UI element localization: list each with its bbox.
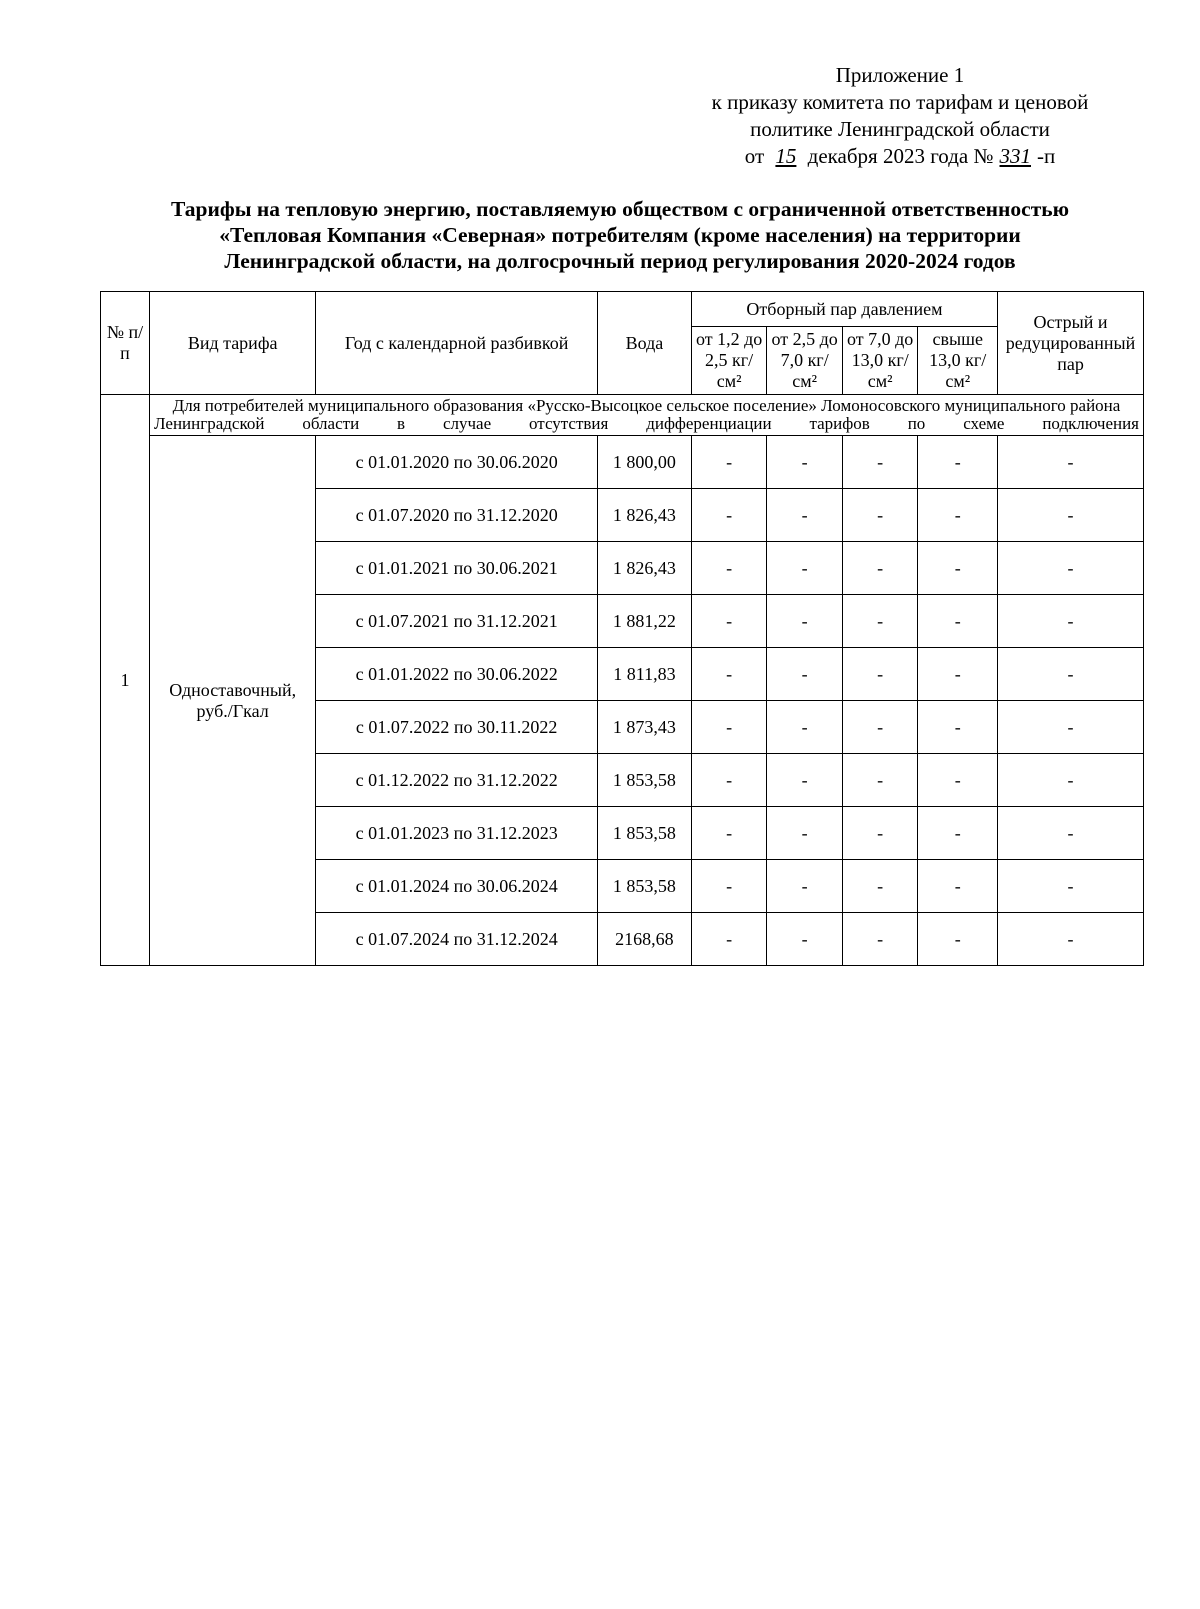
pressure-2-cell: - xyxy=(767,542,843,595)
pressure-1-cell: - xyxy=(691,436,767,489)
pressure-2-cell: - xyxy=(767,754,843,807)
water-tariff-cell: 1 811,83 xyxy=(597,648,691,701)
title-line2: «Тепловая Компания «Северная» потребителям (кроме населения) на территории xyxy=(219,223,1021,247)
period-cell: с 01.01.2022 по 30.06.2022 xyxy=(316,648,598,701)
pressure-4-cell: - xyxy=(918,807,998,860)
sharp-steam-cell: - xyxy=(998,860,1144,913)
sharp-steam-cell: - xyxy=(998,436,1144,489)
header-steam-group: Отборный пар давлением xyxy=(691,292,997,327)
water-tariff-cell: 1 873,43 xyxy=(597,701,691,754)
pressure-2-cell: - xyxy=(767,648,843,701)
sharp-steam-cell: - xyxy=(998,754,1144,807)
pressure-3-cell: - xyxy=(842,436,918,489)
period-cell: с 01.12.2022 по 31.12.2022 xyxy=(316,754,598,807)
sharp-steam-cell: - xyxy=(998,807,1144,860)
pressure-3-cell: - xyxy=(842,754,918,807)
date-mid: декабря 2023 года № xyxy=(807,144,994,168)
section-number: 1 xyxy=(101,395,150,966)
header-sharp-steam: Острый и редуцированный пар xyxy=(998,292,1144,395)
pressure-1-cell: - xyxy=(691,489,767,542)
pressure-4-cell: - xyxy=(918,754,998,807)
pressure-3-cell: - xyxy=(842,913,918,966)
water-tariff-cell: 1 853,58 xyxy=(597,754,691,807)
tariff-kind: Одноставочный, руб./Гкал xyxy=(149,436,315,966)
pressure-2-cell: - xyxy=(767,913,843,966)
pressure-2-cell: - xyxy=(767,595,843,648)
pressure-3-cell: - xyxy=(842,542,918,595)
pressure-2-cell: - xyxy=(767,436,843,489)
sharp-steam-cell: - xyxy=(998,701,1144,754)
pressure-4-cell: - xyxy=(918,913,998,966)
pressure-1-cell: - xyxy=(691,807,767,860)
header-pressure-3: от 7,0 до 13,0 кг/см² xyxy=(842,327,918,395)
pressure-3-cell: - xyxy=(842,860,918,913)
order-number: 331 xyxy=(999,144,1031,168)
order-day: 15 xyxy=(775,144,797,168)
pressure-2-cell: - xyxy=(767,860,843,913)
date-prefix: от xyxy=(744,144,765,168)
pressure-3-cell: - xyxy=(842,701,918,754)
header-pressure-2: от 2,5 до 7,0 кг/см² xyxy=(767,327,843,395)
header-water: Вода xyxy=(597,292,691,395)
appendix-line3: политике Ленинградской области xyxy=(750,117,1050,141)
appendix-header xyxy=(660,62,1140,170)
section-description: Для потребителей муниципального образования «Русско-Высоцкое сельское поселение» Ломоносовского муниципального района Ленинградской области в случае отсутствия дифференциации тарифов по схеме подключения xyxy=(149,395,1143,436)
pressure-2-cell: - xyxy=(767,701,843,754)
period-cell: с 01.07.2020 по 31.12.2020 xyxy=(316,489,598,542)
sharp-steam-cell: - xyxy=(998,542,1144,595)
period-cell: с 01.01.2020 по 30.06.2020 xyxy=(316,436,598,489)
header-pressure-1: от 1,2 до 2,5 кг/см² xyxy=(691,327,767,395)
pressure-3-cell: - xyxy=(842,489,918,542)
document-title xyxy=(100,196,1140,274)
water-tariff-cell: 1 800,00 xyxy=(597,436,691,489)
header-kind: Вид тарифа xyxy=(149,292,315,395)
header-pressure-4: свыше 13,0 кг/см² xyxy=(918,327,998,395)
pressure-1-cell: - xyxy=(691,701,767,754)
sharp-steam-cell: - xyxy=(998,595,1144,648)
pressure-1-cell: - xyxy=(691,754,767,807)
tariff-table-body xyxy=(101,395,1144,966)
pressure-4-cell: - xyxy=(918,648,998,701)
pressure-4-cell: - xyxy=(918,542,998,595)
water-tariff-cell: 1 853,58 xyxy=(597,807,691,860)
water-tariff-cell: 1 881,22 xyxy=(597,595,691,648)
pressure-3-cell: - xyxy=(842,648,918,701)
period-cell: с 01.01.2023 по 31.12.2023 xyxy=(316,807,598,860)
pressure-1-cell: - xyxy=(691,860,767,913)
header-num: № п/п xyxy=(101,292,150,395)
table-row xyxy=(101,436,1144,489)
title-line1: Тарифы на тепловую энергию, поставляемую обществом с ограниченной ответственностью xyxy=(170,197,1070,221)
pressure-4-cell: - xyxy=(918,595,998,648)
appendix-line2: к приказу комитета по тарифам и ценовой xyxy=(711,90,1089,114)
sharp-steam-cell: - xyxy=(998,489,1144,542)
tariff-table xyxy=(100,291,1144,966)
pressure-2-cell: - xyxy=(767,807,843,860)
pressure-1-cell: - xyxy=(691,913,767,966)
pressure-3-cell: - xyxy=(842,595,918,648)
header-period: Год с календарной разбивкой xyxy=(316,292,598,395)
period-cell: с 01.07.2022 по 30.11.2022 xyxy=(316,701,598,754)
title-line3: Ленинградской области, на долгосрочный период регулирования 2020-2024 годов xyxy=(224,249,1016,273)
pressure-4-cell: - xyxy=(918,701,998,754)
sharp-steam-cell: - xyxy=(998,913,1144,966)
order-suffix: -п xyxy=(1037,144,1056,168)
pressure-4-cell: - xyxy=(918,860,998,913)
period-cell: с 01.01.2024 по 30.06.2024 xyxy=(316,860,598,913)
period-cell: с 01.07.2024 по 31.12.2024 xyxy=(316,913,598,966)
appendix-line1: Приложение 1 xyxy=(835,63,965,87)
section-row xyxy=(101,395,1144,436)
pressure-1-cell: - xyxy=(691,595,767,648)
pressure-1-cell: - xyxy=(691,648,767,701)
pressure-2-cell: - xyxy=(767,489,843,542)
pressure-1-cell: - xyxy=(691,542,767,595)
period-cell: с 01.01.2021 по 30.06.2021 xyxy=(316,542,598,595)
water-tariff-cell: 1 826,43 xyxy=(597,489,691,542)
pressure-4-cell: - xyxy=(918,489,998,542)
sharp-steam-cell: - xyxy=(998,648,1144,701)
water-tariff-cell: 2168,68 xyxy=(597,913,691,966)
pressure-4-cell: - xyxy=(918,436,998,489)
water-tariff-cell: 1 826,43 xyxy=(597,542,691,595)
water-tariff-cell: 1 853,58 xyxy=(597,860,691,913)
appendix-date-line xyxy=(660,143,1140,170)
pressure-3-cell: - xyxy=(842,807,918,860)
period-cell: с 01.07.2021 по 31.12.2021 xyxy=(316,595,598,648)
